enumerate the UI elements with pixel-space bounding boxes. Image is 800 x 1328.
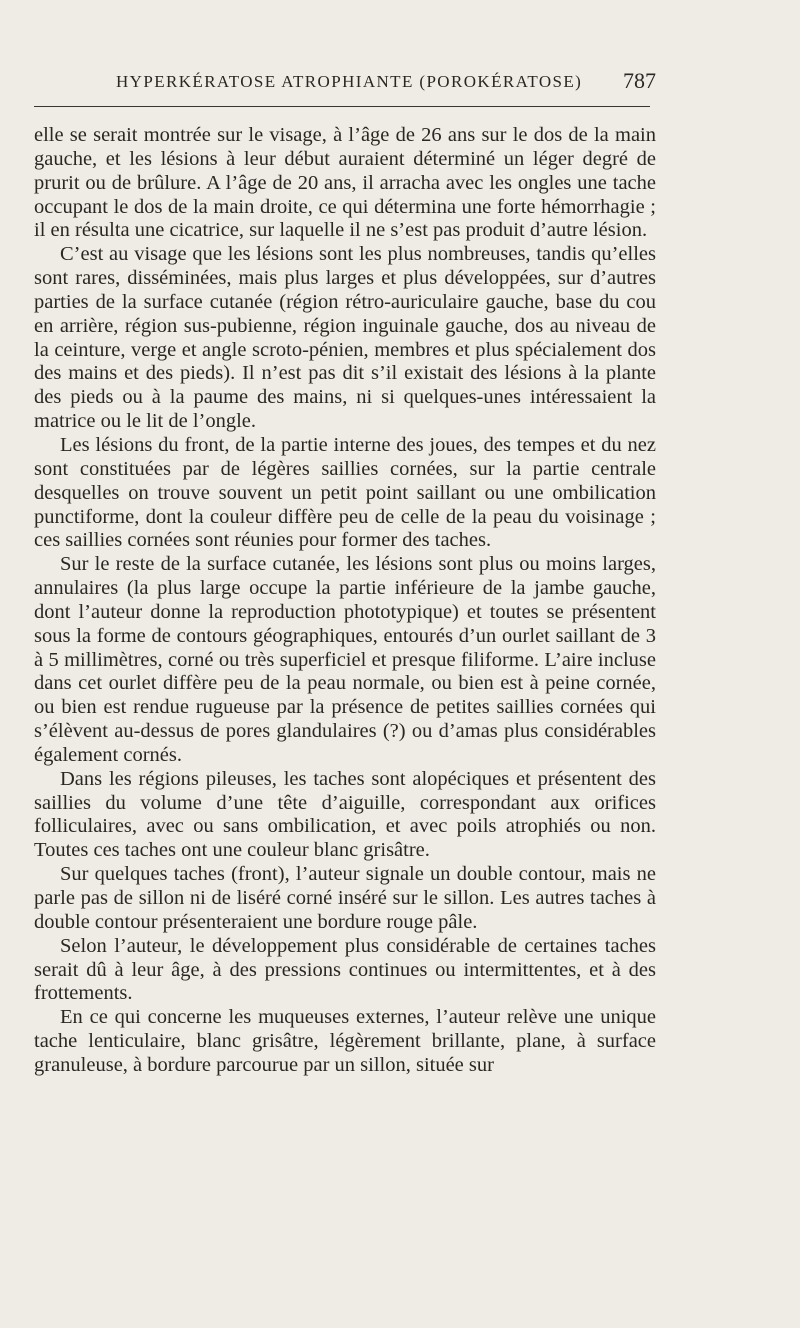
paragraph-continuation: elle se serait montrée sur le visage, à l’âge de 26 ans sur le dos de la main gauche, et les lésions à leur début auraient déterminé un léger degré de prurit ou de brûlure. A l’âge de 20 ans, il arracha avec les ongles une tache occupant le dos de la main droite, ce qui détermina une forte hémorrhagie ; il en résulta une cicatrice, sur laquelle il ne s’est pas produit d’autre lésion. [34, 124, 656, 242]
paragraph: En ce qui concerne les muqueuses externes, l’auteur relève une unique tache lenticulaire, blanc grisâtre, légèrement brillante, plane, à surface granuleuse, à bordure parcourue par un sillon, située sur [34, 1006, 656, 1076]
paragraph: Sur quelques taches (front), l’auteur signale un double contour, mais ne parle pas de sillon ni de liséré corné inséré sur le sillon. Les autres taches à double contour présenteraient une bordure rouge pâle. [34, 863, 656, 933]
paragraph: C’est au visage que les lésions sont les plus nombreuses, tandis qu’elles sont rares, disséminées, mais plus larges et plus développées, sur d’autres parties de la surface cutanée (région rétro-auriculaire gauche, base du cou en arrière, région sus-pubienne, région inguinale gauche, dos au niveau de la ceinture, verge et angle scroto-pénien, membres et plus spécialement dos des mains et des pieds). Il n’est pas dit s’il existait des lésions à la plante des pieds ou à la paume des mains, ni si quelques-unes intéressaient la matrice ou le lit de l’ongle. [34, 243, 656, 433]
page-number: 787 [623, 68, 656, 93]
running-header [112, 70, 658, 100]
paragraph: Les lésions du front, de la partie interne des joues, des tempes et du nez sont constituées par de légères saillies cornées, sur la partie centrale desquelles on trouve souvent un petit point saillant ou une ombilication punctiforme, dont la couleur diffère peu de celle de la peau du voisinage ; ces saillies cornées sont réunies pour former des taches. [34, 433, 656, 552]
running-title: HYPERKÉRATOSE ATROPHIANTE (POROKÉRATOSE) [116, 72, 583, 91]
paragraph: Dans les régions pileuses, les taches sont alopéciques et présentent des saillies du volume d’une tête d’aiguille, correspondant aux orifices folliculaires, avec ou sans ombilication, et avec poils atrophiés ou non. Toutes ces taches ont une couleur blanc grisâtre. [34, 767, 656, 862]
paragraph: Selon l’auteur, le développement plus considérable de certaines taches serait dû à leur âge, à des pressions continues ou intermittentes, et à des frottements. [34, 934, 656, 1005]
body-text [34, 124, 656, 1078]
paragraph: Sur le reste de la surface cutanée, les lésions sont plus ou moins larges, annulaires (la plus large occupe la partie inférieure de la jambe gauche, dont l’auteur donne la reproduction phototypique) et toutes se présentent sous la forme de contours géographiques, entourés d’un ourlet saillant de 3 à 5 millimètres, corné ou très superficiel et presque filiforme. L’aire incluse dans cet ourlet diffère peu de la peau normale, ou bien est à peine cornée, ou bien est rendue rugueuse par la présence de petites saillies cornées qui s’élèvent au-dessus de pores glandulaires (?) ou d’amas plus considérables également cornés. [34, 553, 656, 766]
header-rule [34, 106, 650, 107]
